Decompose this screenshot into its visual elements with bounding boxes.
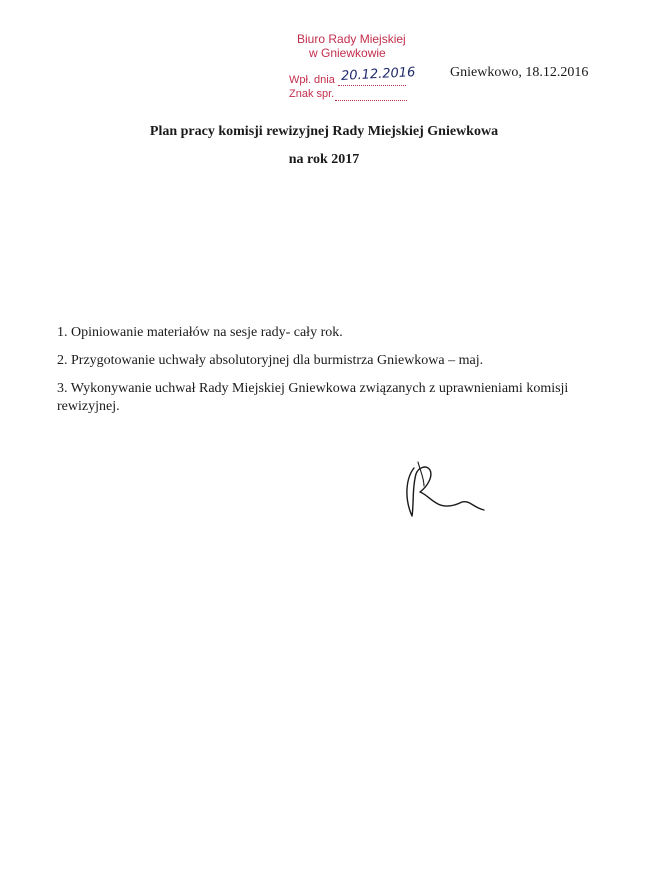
stamp-office-location: w Gniewkowie	[309, 46, 386, 60]
stamp-case-number-label: Znak spr.	[289, 88, 335, 100]
handwritten-signature	[400, 460, 490, 525]
document-subtitle: na rok 2017	[288, 152, 360, 167]
list-item: 2. Przygotowanie uchwały absolutoryjnej dla burmistrza Gniewkowa – maj.	[57, 353, 484, 368]
stamp-case-dotted-line	[335, 100, 407, 101]
stamp-office-name: Biuro Rady Miejskiej	[297, 32, 406, 46]
stamp-date-dotted-line	[338, 85, 406, 86]
stamp-received-label: Wpł. dnia	[289, 74, 335, 86]
list-item: 3. Wykonywanie uchwał Rady Miejskiej Gniewkowa związanych z uprawnieniami komisji rewizyjnej.	[57, 381, 569, 414]
place-and-date: Gniewkowo, 18.12.2016	[450, 65, 589, 80]
list-item: 1. Opiniowanie materiałów na sesje rady- cały rok.	[57, 325, 343, 340]
work-plan-list	[57, 324, 587, 426]
registry-stamp	[283, 30, 423, 108]
stamp-handwritten-date: 20.12.2016	[340, 65, 416, 84]
document-title: Plan pracy komisji rewizyjnej Rady Miejskiej Gniewkowa	[149, 124, 499, 139]
